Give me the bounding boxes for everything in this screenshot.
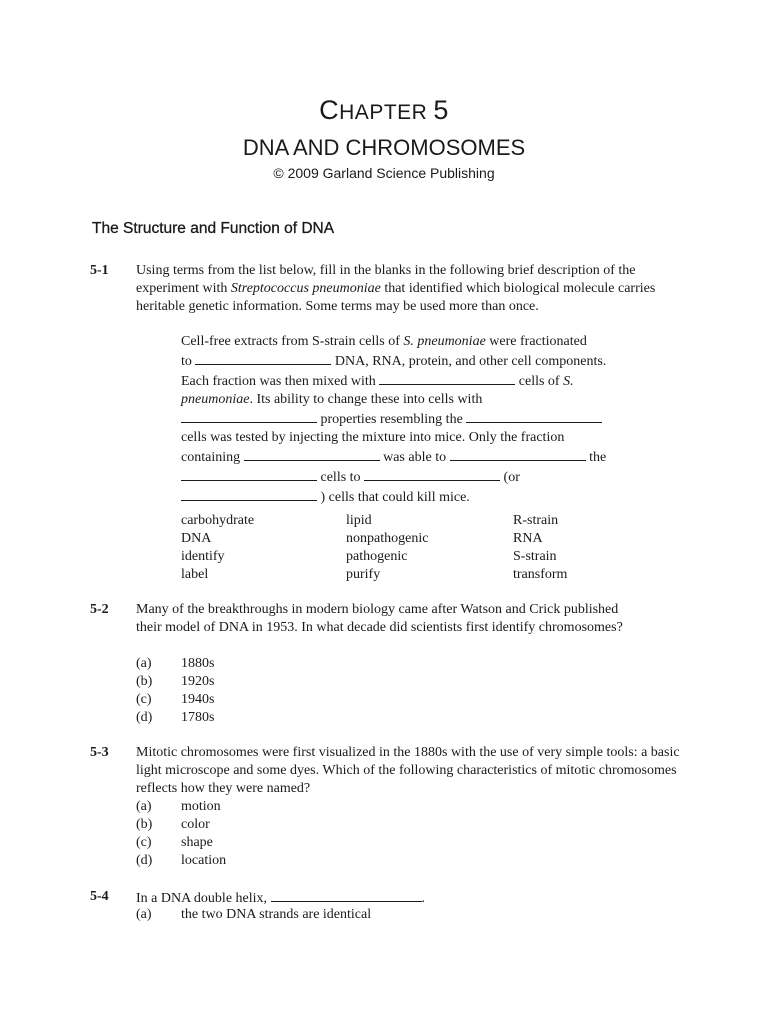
answer-blank[interactable] bbox=[379, 371, 515, 385]
passage-line bbox=[181, 351, 611, 371]
copyright-notice: © 2009 Garland Science Publishing bbox=[273, 165, 495, 181]
chapter-heading bbox=[0, 92, 768, 183]
option-text: 1780s bbox=[181, 710, 215, 725]
question-number-5-1: 5-1 bbox=[90, 263, 109, 278]
term: lipid bbox=[346, 513, 372, 528]
passage-line bbox=[181, 391, 611, 409]
answer-option[interactable] bbox=[136, 798, 226, 816]
term: nonpathogenic bbox=[346, 531, 429, 546]
chapter-number: 5 bbox=[433, 95, 449, 125]
option-text: the two DNA strands are identical bbox=[181, 907, 372, 922]
passage-text: was able to bbox=[379, 450, 450, 465]
question-number-5-4: 5-4 bbox=[90, 889, 109, 904]
term: label bbox=[181, 567, 209, 582]
term: identify bbox=[181, 549, 225, 564]
passage-line: cells was tested by injecting the mixture into mice. Only the fraction bbox=[181, 430, 565, 445]
question-stem-5-1 bbox=[136, 262, 681, 316]
term: S-strain bbox=[513, 549, 557, 564]
chapter-label-rest: HAPTER bbox=[339, 101, 428, 124]
answer-options-5-3 bbox=[136, 798, 226, 870]
term: RNA bbox=[513, 531, 543, 546]
option-text: location bbox=[181, 853, 227, 868]
passage-text: Cell-free extracts from S-strain cells of bbox=[181, 334, 404, 349]
answer-options-5-4 bbox=[136, 906, 371, 924]
chapter-label-initial: C bbox=[319, 95, 340, 125]
term: pathogenic bbox=[346, 549, 408, 564]
option-letter: (b) bbox=[136, 674, 153, 689]
passage-text: were fractionated bbox=[485, 334, 587, 349]
option-text: shape bbox=[181, 835, 213, 850]
term: R-strain bbox=[513, 513, 559, 528]
answer-option[interactable] bbox=[136, 816, 226, 834]
passage-line bbox=[181, 333, 611, 351]
passage-line bbox=[181, 467, 611, 487]
term: DNA bbox=[181, 531, 212, 546]
passage-text: properties resembling the bbox=[317, 412, 467, 427]
passage-text: ) cells that could kill mice. bbox=[317, 490, 470, 505]
passage-text: the bbox=[585, 450, 607, 465]
passage-text: Each fraction was then mixed with bbox=[181, 374, 380, 389]
option-text: 1920s bbox=[181, 674, 215, 689]
passage-line bbox=[181, 487, 611, 507]
passage-line bbox=[181, 409, 611, 429]
option-text: 1940s bbox=[181, 692, 215, 707]
option-text: color bbox=[181, 817, 210, 832]
stem-text: that identified which biological molecule carries heritable genetic information. Some terms may be used more than once. bbox=[136, 281, 656, 314]
passage-text: cells of bbox=[515, 374, 564, 389]
option-letter: (a) bbox=[136, 799, 152, 814]
term: transform bbox=[513, 567, 568, 582]
option-letter: (c) bbox=[136, 692, 152, 707]
passage-text: cells to bbox=[317, 470, 365, 485]
passage-text: (or bbox=[500, 470, 520, 485]
option-letter: (d) bbox=[136, 853, 153, 868]
passage-italic: pneumoniae bbox=[181, 392, 250, 407]
answer-option[interactable] bbox=[136, 852, 226, 870]
term: purify bbox=[346, 567, 381, 582]
answer-option[interactable] bbox=[136, 691, 214, 709]
option-letter: (d) bbox=[136, 710, 153, 725]
answer-option[interactable] bbox=[136, 906, 371, 924]
answer-option[interactable] bbox=[136, 834, 226, 852]
stem-text: . bbox=[421, 891, 426, 906]
answer-blank[interactable] bbox=[364, 467, 500, 481]
answer-option[interactable] bbox=[136, 655, 214, 673]
answer-blank[interactable] bbox=[271, 888, 422, 902]
term: carbohydrate bbox=[181, 513, 255, 528]
answer-blank[interactable] bbox=[181, 487, 317, 501]
passage-text: to bbox=[181, 354, 196, 369]
question-stem-5-3: Mitotic chromosomes were first visualized in the 1880s with the use of very simple tools: a basic light microscope and some dyes. Which of the following characteristics of mitotic chromosomes reflects how they were named? bbox=[136, 745, 680, 796]
question-stem-5-2: Many of the breakthroughs in modern biology came after Watson and Crick published their model of DNA in 1953. In what decade did scientists first identify chromosomes? bbox=[136, 602, 623, 635]
answer-option[interactable] bbox=[136, 673, 214, 691]
answer-options-5-2 bbox=[136, 655, 214, 727]
stem-text: In a DNA double helix, bbox=[136, 891, 271, 906]
passage-line bbox=[181, 447, 611, 467]
species-name: Streptococcus pneumoniae bbox=[230, 281, 381, 296]
answer-blank[interactable] bbox=[195, 351, 331, 365]
chapter-title bbox=[0, 92, 768, 131]
chapter-subtitle: DNA AND CHROMOSOMES bbox=[242, 135, 526, 160]
answer-blank[interactable] bbox=[244, 447, 380, 461]
option-text: 1880s bbox=[181, 656, 215, 671]
passage-italic: S. bbox=[563, 374, 574, 389]
option-letter: (c) bbox=[136, 835, 152, 850]
answer-blank[interactable] bbox=[450, 447, 586, 461]
option-letter: (b) bbox=[136, 817, 153, 832]
passage-text: DNA, RNA, protein, and other cell components. bbox=[331, 354, 607, 369]
passage-text: containing bbox=[181, 450, 244, 465]
question-number-5-2: 5-2 bbox=[90, 602, 109, 617]
option-letter: (a) bbox=[136, 907, 152, 922]
answer-blank[interactable] bbox=[181, 467, 317, 481]
term-list bbox=[181, 512, 601, 584]
answer-blank[interactable] bbox=[466, 409, 602, 423]
passage-text: . Its ability to change these into cells with bbox=[249, 392, 483, 407]
question-number-5-3: 5-3 bbox=[90, 745, 109, 760]
section-heading: The Structure and Function of DNA bbox=[92, 220, 335, 237]
answer-option[interactable] bbox=[136, 709, 214, 727]
passage-italic: S. pneumoniae bbox=[403, 334, 486, 349]
option-text: motion bbox=[181, 799, 221, 814]
fill-in-passage bbox=[181, 333, 611, 507]
stem-text: Using terms from the list below, fill in the blanks in the following brief description of the experiment with bbox=[136, 263, 636, 296]
passage-line bbox=[181, 371, 611, 391]
answer-blank[interactable] bbox=[181, 409, 317, 423]
option-letter: (a) bbox=[136, 656, 152, 671]
question-stem-5-4 bbox=[136, 888, 681, 908]
